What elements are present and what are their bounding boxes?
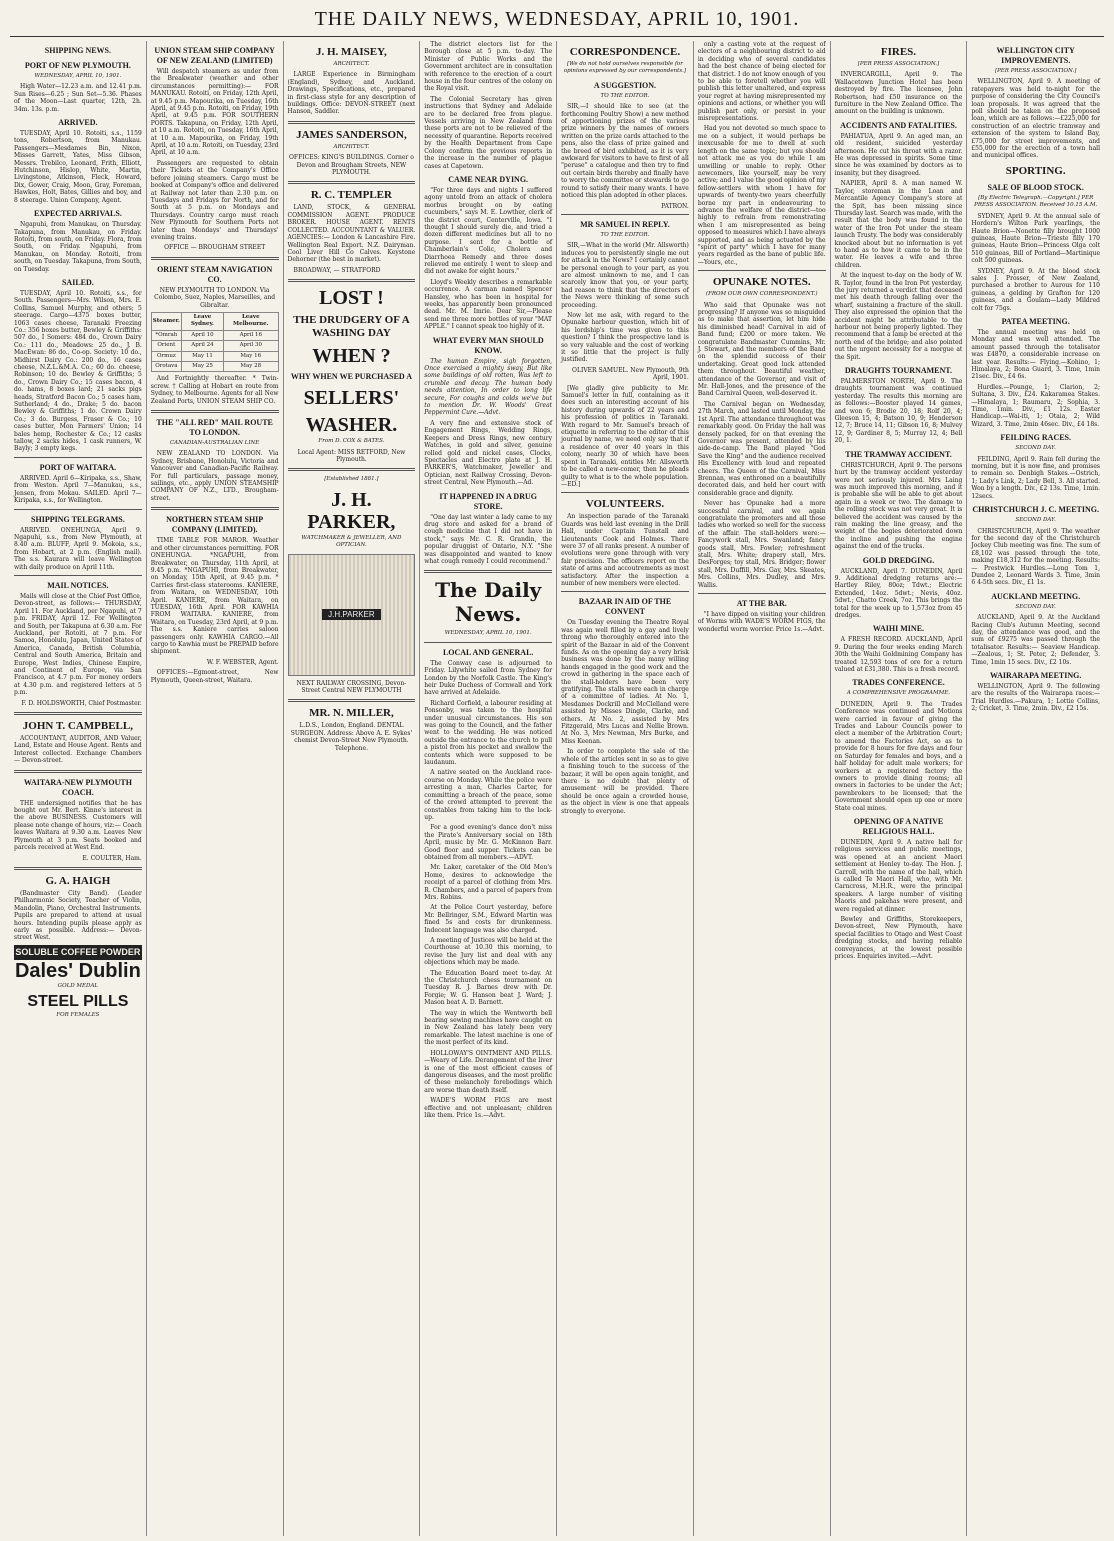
article-paragraph: "One day last winter a lady came to my drug store and asked for a brand of cough medicine that I did not have in stock," says Mr. C. R. Grandin, the popular druggist of Ontario, N.Y. "She was disappointed and wanted to know what cough remedy I could recommend." [424,513,553,565]
article-paragraph: PAHIATUA, April 9. An aged man, an old resident, suicided yesterday afternoon. He cut his throat with a razor. He was depressed in spirits. Some time since he was examined by doctors as to insanity, but they disagreed. [834,132,963,177]
column-1 [10,41,147,1536]
coach-ad-body: THE undersigned notifies that he has bought out Mr. Bert. Kinne's interest in the above BUSINESS. Customers will please note change of hours, viz:— Coach leaves Waitara at 9.30 a.m. Leaves New Plymouth at 3 p.m. Seats booked and parcels received at West End. [14,799,142,852]
article-paragraph: The annual meeting was held on Monday and was well attended. The amount passed through the totalisator was £4870, a considerable increase on last year. Results:— Flying.—Kohino, 1; Himalaya, 2; Bona Guard, 3. Time, 1min 21sec. Div., £4 6s. [971,328,1100,381]
coach-ad-sign: E. COULTER, Ham. [82,854,142,862]
divider [14,575,142,576]
expected-text: Ngapuhi, from Manukau, on Thursday. Takapuna, from Manukau, on Friday. Rotoiti, from south, on Friday. Flora, from South, on Friday. Ngapuhi, from Manukau, on Monday. Rotoiti, from south, on Tuesday. Takapuna, from South, on Tuesday. [14,221,142,273]
haigh-ad-body: (Bandmaster City Band). (Leader Philharmonic Society, Teacher of Violin, Mandolin, Piano, Orchestral Instruments. Pupils are prepared to attend at usual hours. Intending pupils please apply as early as possible. Address:— Devon-street West. [14,889,142,942]
divider [14,867,142,870]
allred-ad-title: THE "ALL RED" MAIL ROUTE TO LONDON. [156,418,273,438]
article-paragraph: Who said that Opunake was not progressing? If anyone was so misguided as to make that assertion, let him hide his diminished head! Carnival in aid of Band fund; £200 or more taken. We congratulate Bandmaster Cummins, Mr. J. Stewart, and the members of the Band on the splendid success of their undertaking. Great good luck attended them throughout. Beautiful weather, attendance of the Governor, and visit of Mr. Hall-Jones, and the presence of the Band Carnival Queen, well-deserved it. [697,301,826,398]
wairarapa-heading: WAIRARAPA MEETING. [989,671,1082,680]
press-association: [PER PRESS ASSOCIATION.] [994,68,1077,74]
divider [288,468,416,471]
campbell-ad-body: ACCOUNTANT, AUDITOR, AND Valuer, Land, Estate and House Agent. Rents and Interest collected. Exchange Chambers — Devon-street. [14,735,142,765]
miller-ad-title: MR. N. MILLER, [309,707,394,720]
sailing-col-sydney: Leave Sydney. [181,312,223,330]
article-paragraph: A meeting of Justices will be held at the Courthouse at 10.30 this morning, to revise the Jury list and deal with any objections which may be made. [424,937,553,967]
article-paragraph: A FRESH RECORD. AUCKLAND, April 9. During the four weeks ending March 30th the Waihi Goldmining Company has treated 12,593 tons of ore for a return valued at £31,380. This is a fresh record. [834,636,963,674]
templer-ad-body: LAND, STOCK, & GENERAL COMMISSION AGENT. PRODUCE BROKER. HOUSE AGENT. RENTS COLLECTED. ACCOUNTANT & VALUER. AGENCIES:— London & Lancashire Fire. Wellington Real Export. N.Z. Dairyman. Cool Liver Hill Co Calves. Keystone Dehorner (the best in market). [287,204,416,264]
parker-storefront-image [288,554,416,676]
sellers-heading: SELLERS' [303,387,400,410]
at-the-bar-heading: AT THE BAR. [736,599,787,609]
port-date: WEDNESDAY, APRIL 10, 1901. [34,73,122,79]
press-association: [PER PRESS ASSOCIATION.] [857,61,940,67]
wellington-heading: WELLINGTON CITY IMPROVEMENTS. [996,46,1075,65]
divider [561,591,689,592]
waitara-heading: PORT OF WAITARA. [39,462,117,472]
table-cell: *Omrah [151,330,181,340]
arrived-text: TUESDAY, April 10. Rotoiti, s.s., 1159 tons, Robertson, from Manukau. Passengers—Mesdames Bin, Nixon, Misses Garrett, Yates, Miss Gibson, Messrs. Trebilco, Leonard, Frith, Elliott, Hutchinson, Hislop, White, Martin, Livingstone, Atkinson, Fleck, Howard, Dix, Gower, Craig, Moon, Gray, Foreman, Hawkes, Holt, Bates, Gillies and boy, and 8 steerage. Union Company, Agent. [14,130,142,204]
table-cell: April 10 [181,330,223,340]
article-paragraph: Bewley and Griffiths, Storekeepers, Devon-street, New Plymouth, have special facilities to Otago and West Coast dredging stocks, and having reliable conveyances, at the lowest possible prices. Enquiries invited.—Advt. [834,916,963,961]
waihi-heading: WAIHI MINE. [872,624,925,634]
article-paragraph: The Colonial Secretary has given instructions that Sydney and Adelaide are to be declared free from plague. Vessels arriving in New Zealand from these ports are not to be relieved of the necessity of quarantine. Reports received by the Health Department from Cape Colony confirm the previous reports in the increase in the number of plague cases at Capetown. [424,95,553,170]
table-row [151,362,278,372]
feilding-heading: FEILDING RACES. [1000,433,1072,443]
correspondence-heading: CORRESPONDENCE. [569,46,681,58]
divider [288,279,416,282]
divider [561,214,689,215]
table-row [151,351,278,361]
miller-ad-body: L.D.S., London, England. DENTAL SURGEON. Address: Above A. E. Sykes' chemist Devon-Street New Plymouth. Telephone. [290,722,413,752]
table-cell: Orient [151,341,181,351]
uss-office: OFFICE — BROUGHAM STREET [164,244,266,252]
templer-ad-title: R. C. TEMPLER [310,189,392,202]
table-cell: April 24 [181,341,223,351]
parker-ad-date: [Established 1881.] [324,476,379,483]
northern-ad-title: NORTHERN STEAM SHIP COMPANY (LIMITED). [166,515,264,535]
article-paragraph: Never has Opunake had a more successful carnival, and we again congratulate the promoters and all those ladies who worked so well for the success of the affair. The stall-holders were:—Fancywork stall, Mrs. Swanland; fancy goods stall, Mrs. Fowler; refreshment stall, Mrs. White; drapery stall, Mrs. DesForges; toy stall, Mrs. Bridger; flower stall, Mrs. Duffill, Mrs. Gay, Mrs. Skeates, Mrs. Collins, Mrs. Dudley, and Mrs. Wallis. [697,500,826,589]
auckland-heading: AUCKLAND MEETING. [991,591,1081,601]
sailed-text: TUESDAY, April 10. Rotoiti, s.s., for South. Passengers—Mrs. Wilson, Mrs. E. Collins, Samuel Murphy, and others; 5 steerage. Cargo—4375 boxes butter, 1063 cases cheese, Taranaki Freezing Co.: 356 boxes butter, Bewley & Griffiths: 507 do., I Somers: 484 do., Crown Dairy Co.: 111 do., Meadows: 25 do., J. B. MacEwan: 86 do., Co-op. Society: 10 do., Midhirst Dairy Co.: 200 do., 16 cases cheese, N.Z.L.&M.A. Co.; 60 do. cheese, Robinson; 10 do. Bewley & Griffiths; 5 do., Crown Dairy Co.; 15 cases bacon, 4 do. hams, 8 boxes lard; 21 sacks pigs heads, Stratford Bacon Co.; 5 cases ham, Sutherland; 4 do., Drake; 5 do. bacon Bewley & Griffiths; 1 do. Crown Dairy Co.; 3 do. Burgess, Fraser & Co.; 10 cases butter, Mon Farmers' Union; 14 bales hemp, Rochester & Co.; 12 casks tallow, 2 sacks hides, 1 cask runners, W. Bayly; 3 empty kegs. [14,289,142,453]
coach-ad-title: WAITARA-NEW PLYMOUTH COACH. [23,777,132,797]
parker-ad-sub: WATCHMAKER & JEWELLER, AND OPTICIAN. [301,534,402,549]
article-paragraph: At the inquest to-day on the body of W. R. Taylor, found in the Iron Pot yesterday, the jury returned a verdict that deceased met his death through falling over the wharf, sustaining a fracture of the skull. They also expressed the opinion that the accident might be attributable to the harbour not being properly lighted. They recommend that a lamp be erected at the north end of the bridge; and also pointed out the urgent necessity for a morgue at the Spit. [834,272,963,361]
trades-heading: TRADES CONFERENCE. [852,678,945,688]
northern-ad-sign: W. F. WEBSTER, Agent. [206,658,279,666]
article-paragraph: SYDNEY, April 9. At the annual sale of Hordern's Wilton Park yearlings, the Haute Brion—Nonette filly brought 1000 guineas, Haute Brion—Trieste filly 170 guineas, Haute Brion—Princess Olga colt 510 guineas, Bill of Portland—Martinique colt 500 guineas. [971,212,1100,265]
article-paragraph: The Education Board meet to-day. At the Christchurch chess tournament on Tuesday R. J. Barnes drew with Dr. Forgie; W. G. Hanson beat J. Ward; J. Mason beat A. D. Barnett. [424,969,553,1007]
mail-text: Mails will close at the Chief Post Office, Devon-street, as follows:— THURSDAY, April 11. For Auckland, per Ngapuhi, at 7 p.m. FRIDAY, April 12. For Wellington and South, per Takapuna at 6.30 a.m. For Auckland, per Rotoiti, at 7 p.m. For Samoa, Honolulu, Japan, United States of America, Canada, British Columbia, Central and South America, Britain and Europe, West Indies, Chinese Empire, and Continent of Europe, via San Francisco, at 4.7 p.m. For money orders at 4.30 p.m. and registered letters at 5 p.m. [14,592,142,697]
divider [151,257,279,260]
article-paragraph: The Carnival began on Wednesday, 27th March, and lasted until Monday, the 1st April. The attendance throughout was remarkably good. On Friday the hall was densely packed, for on that evening the Governor was present, attended by his aide-de-camp. The Band played "God Save the King" and the audience received His Excellency with loud and repeated cheers. The Queen of the Carnival, Miss Brennan, was enthroned on a beautifully decorated dais, and held her court with considerable grace and dignity. [697,400,826,497]
correspondence-note: [We do not hold ourselves responsible for opinions expressed by our correspondents.] [563,61,687,75]
table-row [151,330,278,340]
article-paragraph: PALMERSTON NORTH, April 9. The draughts tournament was continued yesterday. The results this morning are as follows:—Booster played 14 games, and won 6; Brodie 20, 18; Rolf 20, 4; Gleeson 15, 4; Batson 10, 9; Henderson 12, 7; Bruce 14, 11; Gibson 16, 8; Mulvey 12, 9; Gardiner 8, 5; Murray 12, 4; Bell 20, 1. [834,378,963,445]
allred-ad-sub: CANADIAN-AUSTRALIAN LINE [169,440,260,447]
article-paragraph: A native seated on the Auckland race-course on Monday. While the police were arresting a man, Charles Carter, for committing a breach of the peace, some of the crowd attempted to prevent the constables from taking him to the lock-up. [424,769,553,821]
table-cell: May 25 [181,362,223,372]
uss-ad-title: UNION STEAM SHIP COMPANY OF NEW ZEALAND (LIMITED) [154,46,275,65]
article-paragraph: Richard Corfield, a labourer residing at Ponsonby, was taken to the hospital under unusual circumstances. His son was going to the Council, and the father went to the wedding. He was noticed outside the entrance to the church to pull a pistol from his pocket and swallow the contents which were supposed to be laudanum. [424,699,553,767]
table-cell: May 16 [223,351,278,361]
dales-ad-logo: Dales' Dublin [14,959,141,982]
parker-ad-title: J. H. PARKER, [307,488,396,533]
article-paragraph: The district electors list for the Borough close at 5 p.m. to-day. The Minister of Public Works and the Government architect are in consultation with reference to the erection of a court house in the four centres of the colony on the Royal visit. [424,41,553,93]
dales-ad-sub: GOLD MEDAL [57,982,99,989]
column-7 [831,41,968,1536]
sailing-col-melbourne: Leave Melbourne. [223,312,278,330]
auckland-sub: SECOND DAY. [1015,603,1056,610]
article-paragraph: A very fine and extensive stock of Engagement Rings, Wedding Rings, Keepers and Dress Rings, new century Watches, in gold and silver, genuine rolled gold and nickel cases, Clocks, Spectacles and Electro plate at J. H. PARKER'S, Watchmaker, Jeweller and Optician, next Railway Crossing, Devon-street Central, New Plymouth.—Ad. [424,419,553,487]
accidents-heading: ACCIDENTS AND FATALITIES. [840,120,957,130]
christchurch-sub: SECOND DAY. [1015,517,1056,524]
article-paragraph: The Conway case is adjourned to Friday. Lilywhite sailed from Sydney for London by the Norfolk Castle. The King's heir Duke Duchess of Cornwall and York have arrived at Adelaide. [424,659,553,697]
article-paragraph: only a casting vote at the request of electors of a neighbouring district to aid in deciding who of several candidates had the best chance of being elected for that district. I do not know enough of you to be able to foretell whether you will publish this letter unaltered, and express your regret at having misrepresented my opinions and actions, or whether you will publish part only, or persist in your misrepresentations. [697,41,826,123]
divider [698,270,826,271]
port-heading: PORT OF NEW PLYMOUTH. [24,61,131,70]
article-paragraph: [We gladly give publicity to Mr. Samuel's letter in full, containing as it does such an interesting account of his history during upwards of 22 years and his profession of politics in Taranaki. With regard to Mr. Samuel's breach of etiquette in referring to the editor of this journal by name, we need only say that if a residence of over 40 years in this colony, nearly 30 of which have been spent in Taranaki, entitles Mr. Allsworth to be called a new-comer, then he pleads guilty to what is to the whole population.—ED.] [561,384,689,488]
parker-ad-foot: NEXT RAILWAY CROSSING, Devon-Street Central NEW PLYMOUTH [296,679,407,694]
table-cell: May 11 [181,351,223,361]
sporting-heading: SPORTING. [1005,164,1066,177]
coffee-ad-logo: SOLUBLE COFFEE POWDER [14,945,142,960]
sailing-table [151,312,279,372]
table-cell: April 16 [223,330,278,340]
telegrams-text: ARRIVED. ONEHUNGA, April 9. Ngapuhi, s.s., from New Plymouth, at 8.40 a.m. BLUFF, April 9. Mokoia, s.s., from Hobart, at 2 p.m. (English mail). The s.s. Kaurara will leave Wellington with daily produce on April 11th. [14,526,142,571]
article-paragraph: At the Police Court yesterday, before Mr. Bellringer, S.M., Edward Martin was fined 5s and costs for drunkenness. Indecent language was also charged. [424,904,553,934]
mail-heading: MAIL NOTICES. [47,580,109,590]
article-paragraph: "I have dipped on visiting your children of Worms with WADE'S WORM FIGS, the wonderful worm worrier. Price 1s.—Advt. [697,611,826,633]
sanderson-ad-title: JAMES SANDERSON, [296,128,407,141]
article-paragraph: CHRISTCHURCH, April 9. The weather for the second day of the Christchurch Jockey Club meeting was fine. The sum of £8,102 was passed through the tote, making £18,312 for the meeting. Results:— Prestwick Hurdles.—Long Tom 1, Dundee 2, Leonard Wards 3. Time, 3min 6 4-5th secs. Div., £1 1s. [971,527,1100,587]
paper-date: WEDNESDAY, APRIL 10, 1901. [444,630,532,637]
table-row [151,341,278,351]
divider [424,570,552,573]
article-paragraph: AUCKLAND, April 7. DUNEDIN, April 9. Additional dredging returns are:—Hartley Riley, 80oz; Tdwt.; Electric Extended, 14oz. 5dwt.; Nevis, 40oz. 5dwt.; Chatto Creek, 7oz. This brings the total for the week up to 1,573oz from 45 dredges. [834,567,963,619]
blood-stock-sub: [By Electric Telegraph.—Copyright.] PER PRESS ASSOCIATION. Received 10.15 A.M. [974,194,1098,209]
feilding-sub: SECOND DAY. [1015,445,1056,452]
orient-ad-title: ORIENT STEAM NAVIGATION CO. [157,264,273,284]
article-paragraph: For a good evening's dance don't miss the Pirate's Anniversary social on 18th April, music by Mr. G. McKinnon Barr. Good floor and supper. Tickets can be obtained from all members.—ADVT. [424,824,553,861]
orient-ad-body: NEW PLYMOUTH TO LONDON. Via Colombo, Suez, Naples, Marseilles, and Gibraltar. [154,286,276,309]
article-paragraph: Hurdles.—Pounge, 1; Clarion, 2; Sultana, 3. Div., £24. Kakaramea Stakes.—Himalaya, 1; Raumaru, 2; Sophia, 3. Time, 1min. Div., £1 12s. Easter Handicap.—Wai-iti, 1; Otaia, 2; Wild Wizard, 3. Time, 2min 46sec. Div., £4 18s. [971,383,1100,428]
divider [14,457,142,458]
divider [151,410,279,413]
letter-sign: PATRON. [661,202,689,210]
article-paragraph: The way in which the Wentworth bell bearing sewing machines have caught on in New Zealand has lately been very remarkable. The latest machine is one of the most perfect of its kind. [424,1009,553,1047]
article-paragraph: CHRISTCHURCH, April 9. The persons hurt by the tramway accident yesterday were not seriously injured. Mrs Laing was much improved this morning, and it is probable she will be able to get about again in a week or two. The damage to the rolling stock was not very great. It is believed the accident was caused by the rain making the line greasy, and the weight of the bogies deteriorated down the incline and pushing the engine against the end of the trucks. [834,461,963,551]
bazaar-heading: BAZAAR IN AID OF THE CONVENT [578,597,672,617]
sailing-col-steamer: Steamer. [151,312,181,330]
northern-ad-body: TIME TABLE FOR MAROR. Weather and other circumstances permitting. FOR ONEHUNGA. *NGAPUHI, from Breakwater, on Thursday, 11th April, at 9.45 p.m. *NGAPUHI, from Breakwater, on Monday, 15th April, at 9.45 p.m. * Carries first-class staterooms. KANIERE, from Waitara, on WEDNESDAY, 10th April. KANIERE, from Waitara, on TUESDAY, 16th April. FOR KAWHIA FROM WAITARA. KANIERE, from Waitara, on Tuesday, 23rd April, at 9 p.m. The s.s. Kaniere carries saloon passengers only. KAWHIA CARGO.—All cargo to Kawhia must be PREPAID before shipment. [150,537,279,656]
fires-heading: FIRES. [880,46,917,58]
article-paragraph: In order to complete the sale of the whole of the articles sent in so as to give a finishing touch to the success of the bazaar, it will be open again tonight, and there is no doubt that plenty of amusement will be provided. There should be once again a crowded house, as the object in view is one that appeals strongly to everyone. [561,748,689,815]
article-paragraph: SYDNEY, April 9. At the blood stock sales J. Prosser, of New Zealand, purchased a brother to Aurous for 110 guineas, a gelding by Grafton for 120 guineas, and a Goulam—Lady Mildred colt for 75gs. [971,267,1100,312]
article-paragraph: Now let me ask, with regard to the Opunake harbour question, which bit of his lordship's time was given to this question? I think the prospective land is so very valuable and the cost of working it so little that the project is fully justified. [561,311,689,364]
letter-sign: OLIVER SAMUEL. New Plymouth, 9th April, 1901. [572,366,689,382]
article-paragraph: HOLLOWAY'S OINTMENT AND PILLS.—Weary of Life. Derangement of the liver is one of the most efficient causes of dangerous diseases, and the most prolific of these melancholy forebodings which are worse than death itself. [424,1049,553,1094]
northern-ad-office: OFFICES:—Egmont-street, New Plymouth, Queen-street, Waitara. [150,669,279,684]
to-editor: TO THE EDITOR. [600,231,650,238]
to-editor: TO THE EDITOR. [600,92,650,99]
washer-heading: WASHER. [305,414,398,437]
trades-sub: A COMPREHENSIVE PROGRAMME. [846,690,951,697]
local-general-heading: LOCAL AND GENERAL. [442,647,534,657]
sailed-heading: SAILED. [61,277,94,287]
sanderson-ad-sub: ARCHITECT. [333,143,370,150]
expected-heading: EXPECTED ARRIVALS. [33,209,122,219]
washer-sub: From D. COX & BATES. [318,438,385,445]
divider [698,593,826,594]
samuel-heading: MR SAMUEL IN REPLY. [580,219,670,229]
column-4 [420,41,557,1536]
column-6 [694,41,831,1536]
telegrams-heading: SHIPPING TELEGRAMS. [31,514,125,524]
divider [14,770,142,773]
opunake-heading: OPUNAKE NOTES. [712,276,811,289]
patea-heading: PATEA MEETING. [1001,316,1070,326]
article-paragraph: SIR,—What in the world (Mr. Allsworth) induces you to persistently single me out for attack in the News? I certainly cannot be personal enough to your part, as you are almost unknown to me, and I can scarcely know that you, or your party, had reason to think that the directors of the News were thinking of some such proceeding. [561,242,689,309]
poem: The human Empire, sigh forgotten, Once exercised a mighty sway, But like some buildings of old rotten, Was left to crumble and decay. The human body needs attention, In order to long life secure, For coughs and colds we've but to mention Dr. W. Woods' Great Peppermint Cure.—Advt. [424,357,553,417]
drug-store-heading: IT HAPPENED IN A DRUG STORE. [439,491,537,511]
waitara-text: ARRIVED. April 6—Kiripaka, s.s., Shaw, from Weston. April 7—Manukau, s.s., Jensen, from Mokau. SAILED. April 7—Kiripaka, s.s., for Wellington. [14,474,142,505]
drudgery-heading: THE DRUDGERY OF A WASHING DAY [293,314,410,340]
table-cell: Orotava [151,362,181,372]
masthead: THE DAILY NEWS, WEDNESDAY, APRIL 10, 1901. [10,8,1104,37]
templer-ad-addr: BROADWAY, — STRATFORD [293,266,381,274]
article-paragraph: INVERCARGILL, April 9. The Wallacetown Junction Hotel has been destroyed by fire. The licensee, John Robertson, had £50 insurance on the furniture in the New Zealand Office. The amount on the building is unknown. [834,71,963,116]
divider [288,181,416,184]
sanderson-ad-body: OFFICES: KING'S BUILDINGS. Corner o Devon and Brougham Streets, NEW PLYMOUTH. [289,154,414,177]
volunteers-heading: VOLUNTEERS. [585,498,665,511]
maisey-ad-sub: ARCHITECT. [333,61,370,67]
why-heading: WHY WHEN WE PURCHASED A [290,372,413,382]
article-paragraph: WELLINGTON, April 9. A meeting of ratepayers was held to-night for the purpose of considering the City Council's loan proposals. It was agreed that the poll should be taken on the proposed loan, which are as follows:—£225,000 for construction of an electric tramway and extension of the system to Island Bay, £75,000 for street improvements, and £55,000 for the erection of a town hall and municipal offices. [971,78,1100,160]
native-hall-heading: OPENING OF A NATIVE RELIGIOUS HALL. [853,816,944,836]
columns [10,41,1104,1536]
maisey-ad-title: J. H. MAISEY, [316,46,387,58]
article-paragraph: WELLINGTON, April 9. The following are the results of the Wairarapa races:— Trial Hurdles.—Pakura, 1; Lottie Collins, 2; Cricket, 3. Time, 2min. Div., £2 15s. [971,683,1100,713]
article-paragraph: On Tuesday evening the Theatre Royal was again well filled by a gay and lively throng who thoroughly entered into the spirit of the Bazaar in aid of the Convent funds. As on the opening day a very brisk business was done by the many willing hands engaged in the good work and the crowd in gathering in the space each of the stall-holders have been very gratifying. The stalls were each in charge of a committee of ladies. At No. 1, Mesdames Dockrill and McClelland were assisted by Misses Dingle, Clarke, and others. At No. 2, assisted by Mrs Fitzgerald, Mrs Lucas and Nellie Brown. At No. 3, Mrs Newman, Mrs Burke, and Miss Keenan. [561,619,689,745]
parker-sign: J.H.PARKER [322,609,381,620]
poem-heading: WHAT EVERY MAN SHOULD KNOW. [432,335,544,355]
column-3 [284,41,421,1536]
article-paragraph: SIR,—I should like to see (at the forthcoming Poultry Show) a new method of apportioning prizes of the various prize winners by the names of owners written on the prize cards attached to the pens, also the class of prize gained and the breed of bird exhibited, as it is very awkward for visitors to have to first of all "peruse" a catalogue and then try to find out certain birds thereby and finally have to worry the committee or stewards to go round to satisfy their many wants. I have noticed this plan adopted in other places. [561,103,689,200]
divider [288,699,416,702]
came-near-dying-heading: CAME NEAR DYING. [448,174,529,184]
article-paragraph: DUNEDIN, April 9. A native hall for religious services and public meetings, was opened at an ancient Maori settlement at Henley to-day. The Hon. J. Carroll, with the name of the hall, which is called Te Maori Hall, who, with Mr. Carncross, M.H.R., were the principal speakers. A large number of visiting Maoris and pakehas were present, and were regaled at dinner. [834,838,963,913]
blood-stock-heading: SALE OF BLOOD STOCK. [987,182,1084,192]
divider [151,507,279,510]
divider [424,642,552,643]
table-cell: May 28 [223,362,278,372]
tides: High Water—12.23 a.m. and 12.41 p.m. Sun Rises—6.25 ; Sun Set—5.36. Phases of the Moon—Last quarter, 12th, 2h. 34m. 13s. p.m. [14,83,142,113]
uss-ad-note: Passengers are requested to obtain their Tickets at the Company's Office before joining steamers. Cargo must be booked at Company's office and delivered at Railway not later than 2.30 p.m. on Tuesdays and Fridays for North, and for South at 5 p.m. on Mondays and Thursdays. Country cargo must reach New Plymouth for Southern Ports not later than Mondays' and Thursdays' evening trains. [150,159,279,241]
divider [14,712,142,715]
table-cell: Ormuz [151,351,181,361]
divider [14,509,142,510]
haigh-ad-title: G. A. HAIGH [45,874,111,887]
orient-note: And Fortnightly thereafter. * Twin-screw. † Calling at Hobart en route from Sydney, to Melbourne. Agents for all New Zealand Ports, UNION STEAM SHIP CO. [150,375,279,405]
article-paragraph: NAPIER, April 8. A man named W. Taylor, storeman in the Loan and Mercantile Agency Company's store at the Spit, has been missing since Thursday last. Search was made, with the result that the body was found in the water of the Iron Pot under the steam launch Trusty. The body was considerably knocked about but no information is yet to hand as to how it came to be in the water. He leaves a wife and three children. [834,180,963,269]
article-paragraph: WADE'S WORM FIGS are most effective and not unpleasant; children like them. Price 1s.—Advt. [424,1097,553,1119]
uss-ad-body: Will despatch steamers as under from the Breakwater (weather and other circumstances permitting):— FOR MANUKAU. Rotoiti, on Friday, 12th April, at 9.45 p.m. Mapourika, on Tuesday, 16th April, at 9.45 p.m. Rotoiti, on Friday, 19th April, at 9.45 p.m. FOR SOUTHERN PORTS. Takapuna, on Friday, 12th April, at 10 a.m. Rotoiti, on Tuesday, 16th April, at 10 a.m. Mapourika, on Friday, 19th April, at 10 a.m. Rotoiti, on Tuesday, 23rd April, at 10 a.m. [150,68,279,157]
opunake-sub: (FROM OUR OWN CORRESPONDENT.) [705,291,818,298]
column-8 [967,41,1104,1536]
gold-dredging-heading: GOLD DREDGING. [862,555,935,565]
article-paragraph: Had you not devoted so much space to me on a subject, it would perhaps be inexcusable for me to dwell at such length on the same topic; but you should not attack me as you do while I am unwilling or unable to reply. Other newcomers, like yourself, may be very active; and I value the good opinion of my fellow-settlers with whom I have for upwards of twenty-two years cheerfully borne my part in endeavouring to advance the welfare of the district—too highly to refrain from remonstrating when I am misrepresented as being opposed to measures which I have always supported, and as being actuated by the "spirit of party" which I have for many years regarded as the bane of public life.—Yours, etc., [697,125,826,266]
divider [288,121,416,124]
article-paragraph: "For three days and nights I suffered agony untold from an attack of cholera morbus brought on by eating cucumbers," says M. E. Lowther, clerk of the district court, Centerville, Iowa. "I thought I should surely die, and tried a dozen different medicines but all to no purpose. I sent for a bottle of Chamberlain's Colic, Cholera and Diarrhoea Remedy and three doses relieved me entirely. I went to sleep and did not awake for eight hours." [424,186,553,276]
when-heading: WHEN ? [312,345,391,368]
article-paragraph: Lloyd's Weekly describes a remarkable occurrence. A carman named Spencer Hansley, who has been in hospital for weeks, has apparently been pronounced dead. Mr. M. Imrie. Dear Sir,—Please send me three more bottles of your "MAT APPLE." I cannot speak too highly of it. [424,278,553,331]
allred-ad-body: NEW ZEALAND TO LONDON. Via Sydney, Brisbane, Honolulu, Victoria and Vancouver and Canadian-Pacific Railway. For full particulars, passage money, sailings, etc., apply UNION STEAMSHIP COMPANY OF N.Z., LTD., Brougham-street. [150,450,279,502]
column-2 [147,41,284,1536]
pills-ad-logo: STEEL PILLS [27,993,129,1011]
lost-heading: LOST ! [319,287,384,310]
article-paragraph: Mr. Laker, caretaker of the Old Men's Home, desires to acknowledge the receipt of a parcel of clothing from Mrs. R. Chambers, and a parcel of papers from Mrs. Robins. [424,864,553,901]
draughts-heading: DRAUGHTS TOURNAMENT. [844,366,953,376]
postmaster-sign: F. D. HOLDSWORTH, Chief Postmaster. [21,699,142,707]
column-5 [557,41,694,1536]
article-paragraph: DUNEDIN, April 9. The Trades Conference was continued and Motions were carried in favour of giving the Trades and Labour Councils power to elect a member of the Arbitration Court; to amend the Factories Act, so as to provide for 8 hours for five days and four on Saturday for females and boys, and a half holiday for adult male workers; for workers at a registered factory the owners to provide dining rooms; all owners in factories to be under the Act; pawnbrokers to be licensed; that the Government should open up one or more State coal mines. [834,700,963,812]
pills-ad-sub: FOR FEMALES [56,1012,100,1019]
maisey-ad-body: LARGE Experience in Birmingham (England), Sydney, and Auckland. Drawings, Specifications, etc., prepared in first-class style for any description of buildings. Office: DEVON-STREET (next Hanson, Saddler. [287,71,416,116]
paper-title: The Daily News. [435,578,542,627]
washer-agent: Local Agent: MISS RETFORD, New Plymouth. [297,448,406,463]
divider [561,492,689,493]
article-paragraph: FEILDING, April 9. Rain fell during the morning, but it is now fine, and promises to remain so. Denbigh Stakes.—Ostrich, 1; Lady's Link, 2; Lady Bell, 3. All started. Won by a length. Div., £2 13s. Time, 1min. 12secs. [971,455,1100,500]
campbell-ad-title: JOHN T. CAMPBELL, [22,720,133,733]
shipping-heading: SHIPPING NEWS. [44,46,111,55]
arrived-heading: ARRIVED. [58,118,98,128]
article-paragraph: AUCKLAND, April 9. At the Auckland Racing Club's Autumn Meeting, second day, the attendance was good, and the sum of £9275 was passed through the totalisator. Results:— Seaview Handicap.—Zealous, 1; St. Peter, 2; Defender, 3. Time, 1min 15 secs. Div., £2 10s. [971,614,1100,666]
sailing-table-header [151,312,278,330]
suggestion-heading: A SUGGESTION. [593,80,657,90]
tramway-heading: THE TRAMWAY ACCIDENT. [845,449,952,459]
article-paragraph: An inspection parade of the Taranaki Guards was held last evening in the Drill Hall, under Captain Tunstall and Lieutenants Cook and Holmes. There were 37 of all ranks present. A number of evolutions were gone through with very fair precision. The officers report on the state of arms and accoutrements as most satisfactory. After the inspection a number of new members were elected. [561,513,689,587]
table-cell: April 30 [223,341,278,351]
christchurch-heading: CHRISTCHURCH J. C. MEETING. [972,505,1100,515]
